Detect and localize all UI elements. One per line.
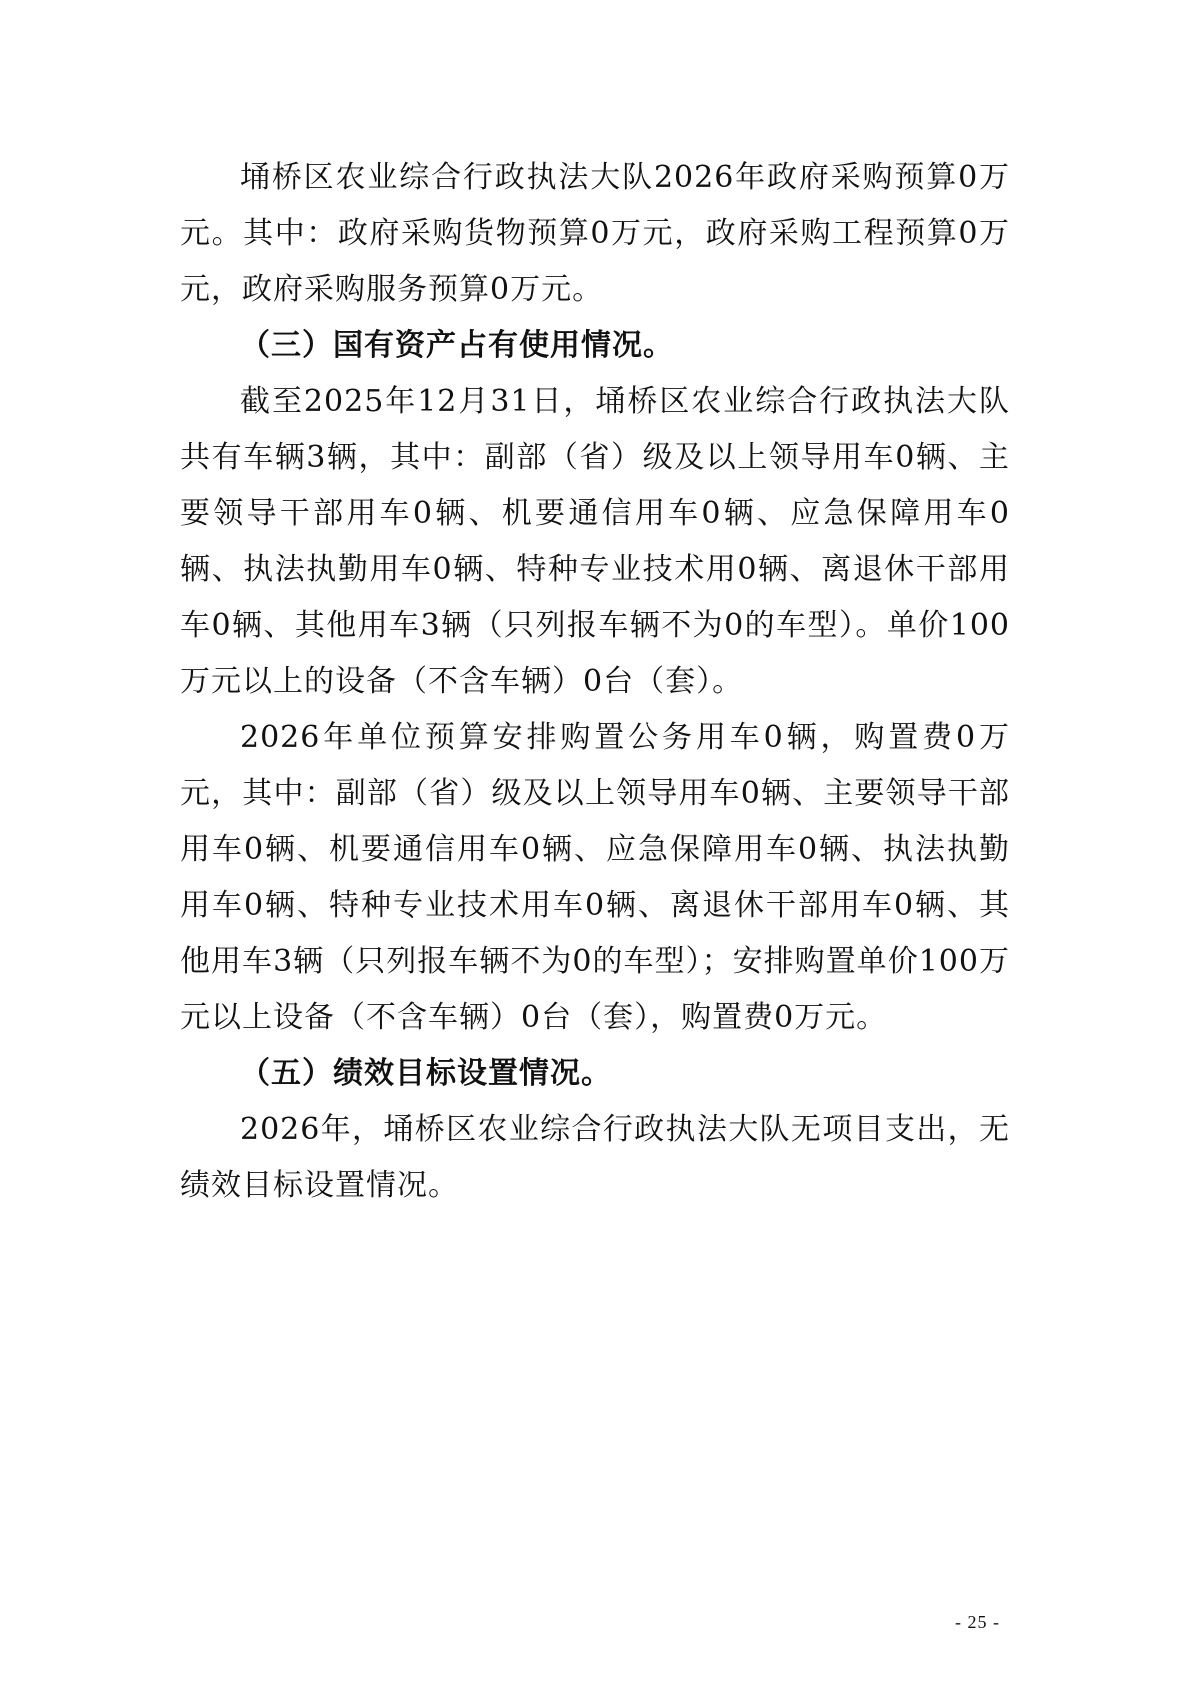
paragraph-vehicle-assets: 截至2025年12月31日，埇桥区农业综合行政执法大队共有车辆3辆，其中：副部（省）级及以上领导用车0辆、主要领导干部用车0辆、机要通信用车0辆、应急保障用车0辆、执法执勤用车0辆、特种专业技术用0辆、离退休干部用车0辆、其他用车3辆（只列报车辆不为0的车型）。单价100万元以上的设备（不含车辆）0台（套）。 xyxy=(180,384,1010,699)
section-heading-state-assets: （三）国有资产占有使用情况。 xyxy=(240,328,674,363)
section-heading-performance-goals: （五）绩效目标设置情况。 xyxy=(240,1056,612,1091)
paragraph-vehicle-purchase-plan: 2026年单位预算安排购置公务用车0辆，购置费0万元，其中：副部（省）级及以上领导用车0辆、主要领导干部用车0辆、机要通信用车0辆、应急保障用车0辆、执法执勤用车0辆、特种专业技术用车0辆、离退休干部用车0辆、其他用车3辆（只列报车辆不为0的车型）；安排购置单价100万元以上设备（不含车辆）0台（套），购置费0万元。 xyxy=(180,720,1010,1035)
page-number: - 25 - xyxy=(955,1612,1000,1632)
paragraph-performance-goals: 2026年，埇桥区农业综合行政执法大队无项目支出，无绩效目标设置情况。 xyxy=(180,1112,1010,1203)
paragraph-procurement-budget: 埇桥区农业综合行政执法大队2026年政府采购预算0万元。其中：政府采购货物预算0万元，政府采购工程预算0万元，政府采购服务预算0万元。 xyxy=(180,160,1010,307)
document-body xyxy=(180,150,1010,1214)
